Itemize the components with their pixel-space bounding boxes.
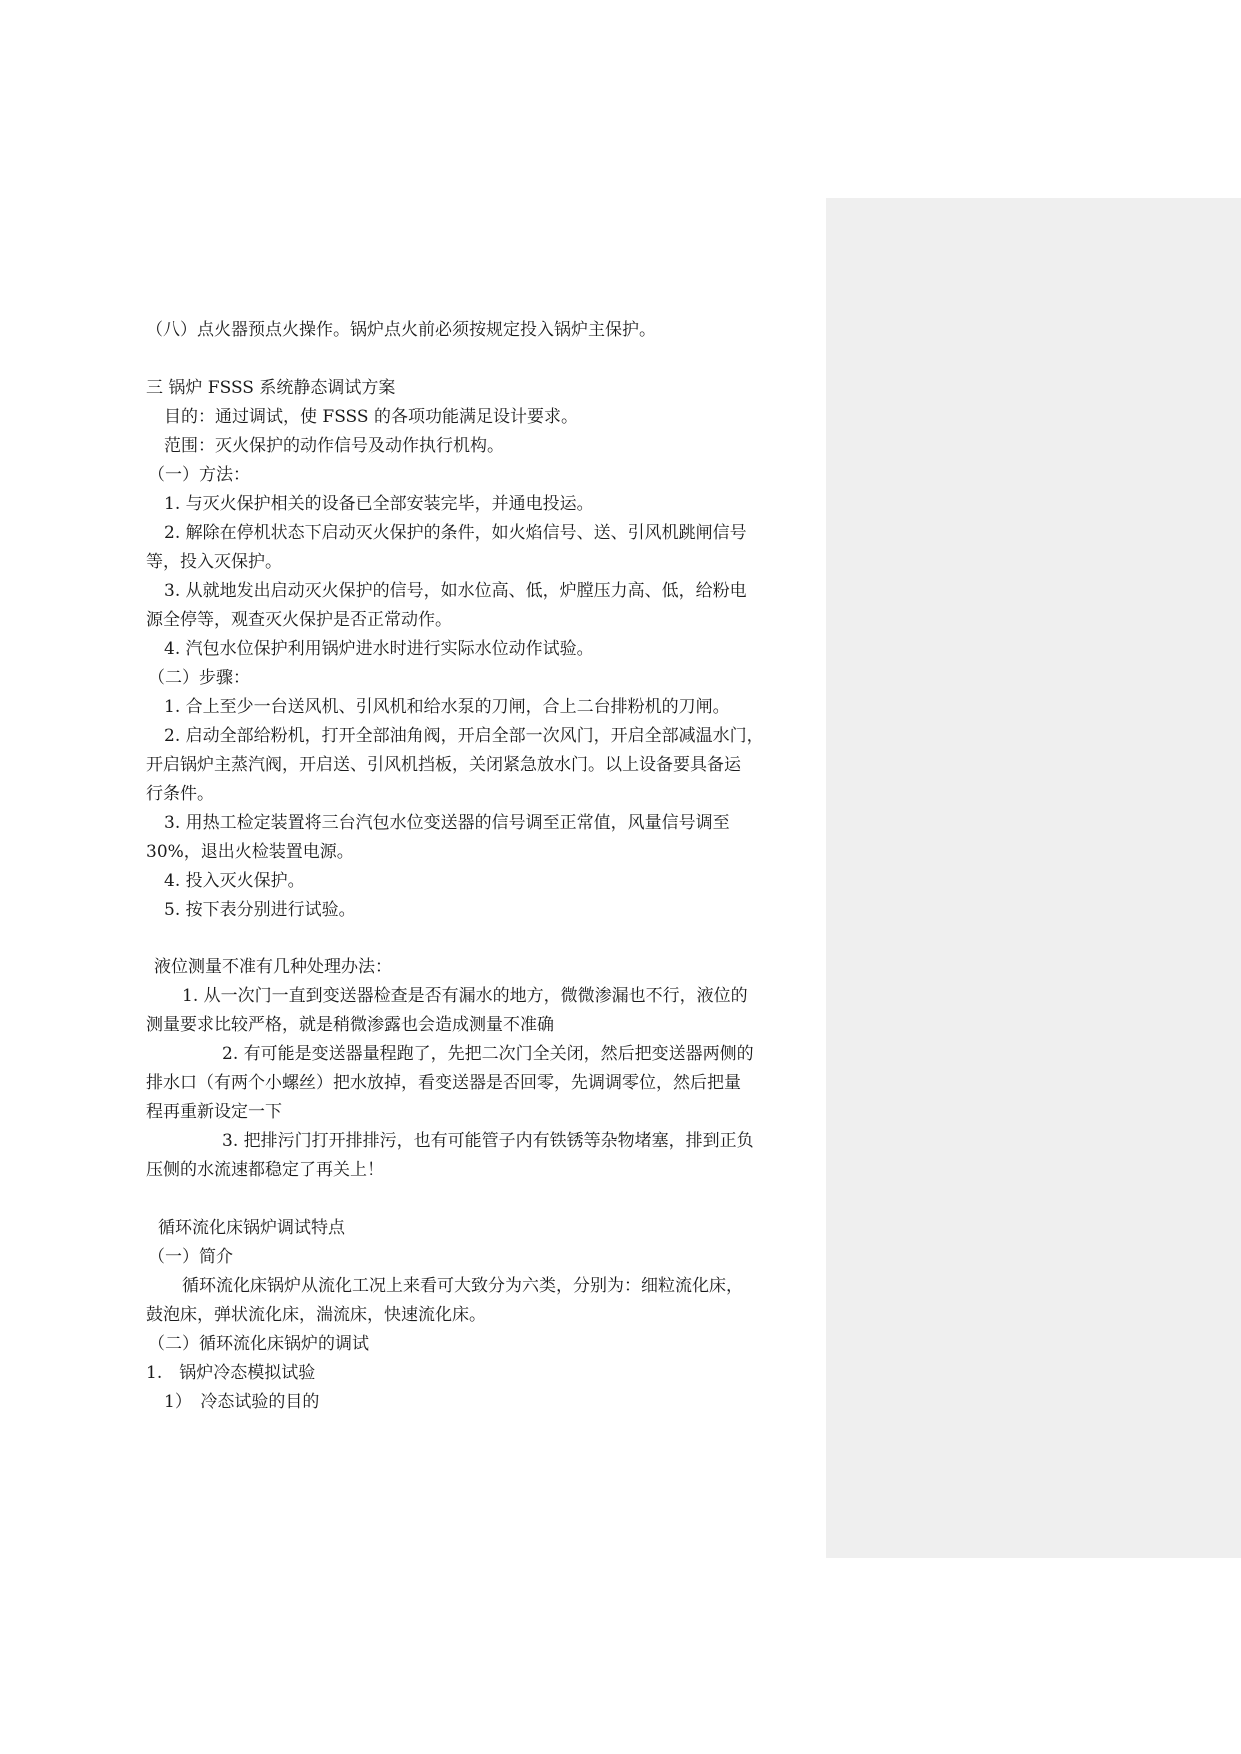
list-item-continuation: 行条件。 <box>146 784 214 804</box>
paragraph-line: 目的：通过调试，使 FSSS 的各项功能满足设计要求。 <box>164 407 578 427</box>
paragraph-line: 鼓泡床，弹状流化床，湍流床，快速流化床。 <box>146 1305 486 1325</box>
list-item-continuation: 等，投入灭保护。 <box>146 552 282 572</box>
section-title: 循环流化床锅炉调试特点 <box>158 1218 345 1238</box>
list-item-continuation: 排水口（有两个小螺丝）把水放掉，看变送器是否回零，先调调零位，然后把量 <box>146 1073 741 1093</box>
list-item: 4. 汽包水位保护利用锅炉进水时进行实际水位动作试验。 <box>164 639 594 659</box>
list-item: 1. 合上至少一台送风机、引风机和给水泵的刀闸，合上二台排粉机的刀闸。 <box>164 697 730 717</box>
list-item: 5. 按下表分别进行试验。 <box>164 900 356 920</box>
list-item: 3. 用热工检定装置将三台汽包水位变送器的信号调至正常值，风量信号调至 <box>164 813 730 833</box>
list-item: 2. 解除在停机状态下启动灭火保护的条件，如火焰信号、送、引风机跳闸信号 <box>164 523 747 543</box>
list-item: 2. 有可能是变送器量程跑了，先把二次门全关闭，然后把变送器两侧的 <box>222 1044 754 1064</box>
section-title: 液位测量不准有几种处理办法： <box>154 957 392 977</box>
paragraph-line: 循环流化床锅炉从流化工况上来看可大致分为六类，分别为：细粒流化床， <box>182 1276 743 1296</box>
paragraph-line: 范围：灭火保护的动作信号及动作执行机构。 <box>164 436 504 456</box>
list-item: 2. 启动全部给粉机，打开全部油角阀，开启全部一次风门，开启全部减温水门， <box>164 726 764 746</box>
list-item: 3. 从就地发出启动灭火保护的信号，如水位高、低，炉膛压力高、低，给粉电 <box>164 581 747 601</box>
list-item-continuation: 压侧的水流速都稳定了再关上！ <box>146 1160 384 1180</box>
subsection-heading: （一）简介 <box>148 1247 233 1267</box>
list-item: 1. 与灭火保护相关的设备已全部安装完毕，并通电投运。 <box>164 494 594 514</box>
subsection-heading: （二）循环流化床锅炉的调试 <box>148 1334 369 1354</box>
list-item-continuation: 30%，退出火检装置电源。 <box>146 842 354 862</box>
subsection-heading: （一）方法： <box>148 465 250 485</box>
list-item-continuation: 开启锅炉主蒸汽阀，开启送、引风机挡板，关闭紧急放水门。以上设备要具备运 <box>146 755 741 775</box>
comment-pane <box>826 198 1241 1558</box>
list-item-continuation: 测量要求比较严格，就是稍微渗露也会造成测量不准确 <box>146 1015 554 1035</box>
list-item: 3. 把排污门打开排排污，也有可能管子内有铁锈等杂物堵塞，排到正负 <box>222 1131 754 1151</box>
list-item-continuation: 程再重新设定一下 <box>146 1102 282 1122</box>
list-item-continuation: 源全停等，观查灭火保护是否正常动作。 <box>146 610 452 630</box>
section-title: 三 锅炉 FSSS 系统静态调试方案 <box>146 378 396 398</box>
subsection-heading: （二）步骤： <box>148 668 250 688</box>
section-heading: （八）点火器预点火操作。锅炉点火前必须按规定投入锅炉主保护。 <box>146 320 656 340</box>
list-item: 1. 锅炉冷态模拟试验 <box>146 1363 316 1383</box>
list-item: 1. 从一次门一直到变送器检查是否有漏水的地方，微微渗漏也不行，液位的 <box>182 986 748 1006</box>
list-item: 1） 冷态试验的目的 <box>164 1392 320 1412</box>
list-item: 4. 投入灭火保护。 <box>164 871 305 891</box>
